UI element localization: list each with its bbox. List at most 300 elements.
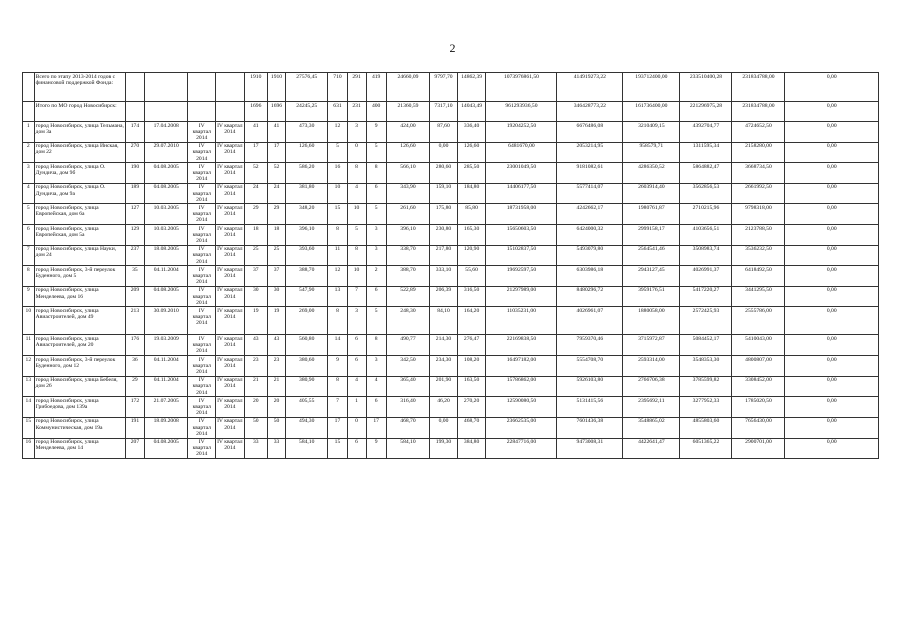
table-cell: 8	[366, 163, 386, 184]
table-row	[23, 122, 879, 143]
table-cell: IV квартал 2014	[188, 245, 216, 266]
table-cell: 237	[125, 245, 144, 266]
table-cell: 7	[23, 245, 35, 266]
table-cell: 15102837,50	[486, 245, 557, 266]
table-cell: 261,60	[386, 204, 429, 225]
table-cell: 4026961,07	[557, 307, 623, 335]
table-cell: 2555786,00	[732, 307, 785, 335]
table-cell: 566,10	[386, 163, 429, 184]
table-cell: IV квартал 2014	[188, 266, 216, 287]
table-cell: 18731958,00	[486, 204, 557, 225]
table-cell: 12	[23, 356, 35, 377]
table-cell: 0,00	[785, 438, 879, 459]
table-cell: 18.08.2005	[144, 245, 187, 266]
table-cell: 0,00	[785, 102, 879, 122]
table-cell: 0,00	[430, 417, 458, 438]
table-cell: 9	[366, 438, 386, 459]
table-cell: 10.03.2005	[144, 204, 187, 225]
table-cell: IV квартал 2014	[188, 335, 216, 356]
table-cell: 18	[267, 225, 285, 246]
table-cell: IV квартал 2014	[216, 356, 245, 377]
table-cell: 316,40	[386, 397, 429, 418]
table-cell: 55,60	[457, 266, 486, 287]
table-cell: 22847716,00	[486, 438, 557, 459]
table-cell: 5084452,17	[680, 335, 732, 356]
table-cell: 6676486,08	[557, 122, 623, 143]
table-cell: 176	[125, 335, 144, 356]
table-cell: 193712400,00	[623, 73, 680, 102]
table-cell: 19.03.2009	[144, 335, 187, 356]
table-cell: 2593314,00	[623, 356, 680, 377]
table-cell: 276,47	[457, 335, 486, 356]
table-cell: 29	[267, 204, 285, 225]
table-cell: 5	[366, 204, 386, 225]
table-cell: 7601436,38	[557, 417, 623, 438]
table-cell: 163,50	[457, 376, 486, 397]
table-cell: 7959370,46	[557, 335, 623, 356]
table-cell: 9797,70	[430, 73, 458, 102]
table-cell: 280,60	[430, 163, 458, 184]
table-cell: 3959176,51	[623, 286, 680, 307]
table-cell: 15786862,00	[486, 376, 557, 397]
table-cell: 3	[366, 356, 386, 377]
table-cell: 04.08.2005	[144, 163, 187, 184]
table-cell: IV квартал 2014	[188, 307, 216, 335]
table-cell: IV квартал 2014	[216, 225, 245, 246]
table-cell: 11	[23, 335, 35, 356]
table-cell: IV квартал 2014	[216, 142, 245, 163]
table-cell: город Новосибирск, улица Бебеля, дом 26	[34, 376, 125, 397]
table-cell: 25	[267, 245, 285, 266]
table-cell: 24	[267, 183, 285, 204]
table-cell: IV квартал 2014	[216, 204, 245, 225]
table-cell: 9	[23, 286, 35, 307]
table-row	[23, 397, 879, 418]
table-cell: 10	[347, 204, 366, 225]
table-cell: 04.08.2005	[144, 438, 187, 459]
table-cell: 1	[23, 122, 35, 143]
table-cell: 3308452,00	[732, 376, 785, 397]
table-cell: 6481670,00	[486, 142, 557, 163]
table-cell: 127	[125, 204, 144, 225]
table-cell: 15	[328, 204, 347, 225]
table-cell: 5493079,80	[557, 245, 623, 266]
table-cell: город Новосибирск, улица Инская, дом 22	[34, 142, 125, 163]
table-cell: 1696	[244, 102, 267, 122]
table-cell: 8480296,72	[557, 286, 623, 307]
table-cell: 33	[244, 438, 267, 459]
table-cell: IV квартал 2014	[188, 376, 216, 397]
table-cell: 16	[328, 163, 347, 184]
table-cell: 5410043,00	[732, 335, 785, 356]
table-cell	[125, 73, 144, 102]
table-cell: 2564541,46	[623, 245, 680, 266]
table-cell: 388,70	[386, 266, 429, 287]
table-cell: город Новосибирск, улица Коммунистическая, дом 19а	[34, 417, 125, 438]
table-cell: 405,55	[286, 397, 328, 418]
table-cell: 164,20	[457, 307, 486, 335]
table-cell: 547,90	[286, 286, 328, 307]
table-cell: 21	[267, 376, 285, 397]
table-cell: 584,10	[386, 438, 429, 459]
table-cell: город Новосибирск, улица Науки, дом 24	[34, 245, 125, 266]
table-cell: 2053214,95	[557, 142, 623, 163]
table-cell: 2766706,38	[623, 376, 680, 397]
table-cell: 25	[244, 245, 267, 266]
table-cell: 04.11.2004	[144, 266, 187, 287]
table-cell: 1696	[267, 102, 285, 122]
table-cell: город Новосибирск, 3-й переулок Буденного, дом 12	[34, 356, 125, 377]
table-cell: 50	[244, 417, 267, 438]
table-cell: город Новосибирск, улица О. Дундича, дом 9а	[34, 183, 125, 204]
table-cell: 21	[244, 376, 267, 397]
table-cell: 291	[347, 73, 366, 102]
table-cell: 19692597,50	[486, 266, 557, 287]
table-cell: IV квартал 2014	[188, 286, 216, 307]
table-cell: 15	[328, 438, 347, 459]
table-row	[23, 438, 879, 459]
table-cell: 4286350,52	[623, 163, 680, 184]
table-cell: 17	[366, 417, 386, 438]
table-cell: 6303986,18	[557, 266, 623, 287]
table-cell: 2900701,00	[732, 438, 785, 459]
table-cell: 165,30	[457, 225, 486, 246]
table-cell: 3	[347, 307, 366, 335]
table-row	[23, 286, 879, 307]
table-cell: 5417220,27	[680, 286, 732, 307]
table-cell: 396,10	[286, 225, 328, 246]
table-cell: 6	[23, 225, 35, 246]
table-cell: 15650603,50	[486, 225, 557, 246]
table-row	[23, 183, 879, 204]
table-cell: 206,39	[430, 286, 458, 307]
table-cell: 0,00	[785, 335, 879, 356]
table-cell: IV квартал 2014	[188, 142, 216, 163]
table-cell: 52	[267, 163, 285, 184]
table-cell: 3548353,30	[680, 356, 732, 377]
table-cell: IV квартал 2014	[216, 163, 245, 184]
table-row	[23, 417, 879, 438]
table-cell: 1	[347, 397, 366, 418]
table-cell: 9473008,31	[557, 438, 623, 459]
table-cell: 4	[366, 376, 386, 397]
table-cell: IV квартал 2014	[188, 183, 216, 204]
table-cell: 20	[267, 397, 285, 418]
table-cell: IV квартал 2014	[216, 438, 245, 459]
table-cell: 4	[23, 183, 35, 204]
table-cell: 13	[23, 376, 35, 397]
table-cell: 18	[244, 225, 267, 246]
table-row	[23, 73, 879, 102]
table-cell: 189	[125, 183, 144, 204]
table-cell: 6418492,50	[732, 266, 785, 287]
table-cell: 16497182,00	[486, 356, 557, 377]
table-cell: 191	[125, 417, 144, 438]
table-cell: 584,10	[286, 438, 328, 459]
table-cell: 207	[125, 438, 144, 459]
table-cell: 159,10	[430, 183, 458, 204]
table-cell: 5	[366, 307, 386, 335]
table-cell: 414919273,22	[557, 73, 623, 102]
table-cell: 201,90	[430, 376, 458, 397]
table-cell: IV квартал 2014	[216, 122, 245, 143]
table-cell: 8	[328, 225, 347, 246]
table-cell: 560,80	[286, 335, 328, 356]
table-cell: 35	[125, 266, 144, 287]
table-cell: 1980761,87	[623, 204, 680, 225]
table-row	[23, 356, 879, 377]
table-cell: 400	[366, 102, 386, 122]
table-cell: 4	[347, 183, 366, 204]
table-cell: 3	[366, 245, 386, 266]
table-cell: IV квартал 2014	[216, 417, 245, 438]
table-cell: 108,20	[457, 356, 486, 377]
table-cell: 0,00	[785, 204, 879, 225]
table-cell: 24	[244, 183, 267, 204]
table-cell: 13	[328, 286, 347, 307]
table-cell: 37	[244, 266, 267, 287]
table-cell: IV квартал 2014	[216, 286, 245, 307]
table-cell: 1910	[267, 73, 285, 102]
table-cell: 419	[366, 73, 386, 102]
table-cell: 12	[328, 266, 347, 287]
table-cell: 14	[328, 335, 347, 356]
table-row	[23, 163, 879, 184]
table-cell: Всего по этапу 2013-2014 годов с финансовой поддержкой Фонда:	[34, 73, 125, 102]
table-cell: 0,00	[785, 73, 879, 102]
table-cell: 120,90	[457, 245, 486, 266]
table-cell: 11035231,00	[486, 307, 557, 335]
table-cell: 84,10	[430, 307, 458, 335]
table-cell: 3536232,50	[732, 245, 785, 266]
table-cell: город Новосибирск, улица Грибоедова, дом 139а	[34, 397, 125, 418]
table-cell: 5131415,56	[557, 397, 623, 418]
table-cell: 8	[366, 335, 386, 356]
table-cell: 30.09.2010	[144, 307, 187, 335]
table-cell: 175,80	[430, 204, 458, 225]
table-cell: 23	[267, 356, 285, 377]
table-cell: 04.08.2005	[144, 183, 187, 204]
table-cell: 2395692,11	[623, 397, 680, 418]
table-cell: 1880058,00	[623, 307, 680, 335]
table-row	[23, 266, 879, 287]
table-cell: 16	[23, 438, 35, 459]
table-cell: IV квартал 2014	[216, 307, 245, 335]
table-cell: 50	[267, 417, 285, 438]
table-cell: 473,30	[286, 122, 328, 143]
table-cell: 33	[267, 438, 285, 459]
table-cell: 29	[125, 376, 144, 397]
table-cell: 3668734,50	[732, 163, 785, 184]
table-cell: 393,60	[286, 245, 328, 266]
table-cell: 3715972,87	[623, 335, 680, 356]
table-cell: 6	[366, 397, 386, 418]
table-cell: город Новосибирск, улица Европейская, дом 6а	[34, 204, 125, 225]
table-cell: 5864882,47	[680, 163, 732, 184]
table-cell: 85,80	[457, 204, 486, 225]
table-cell: 0,00	[785, 122, 879, 143]
table-cell: IV квартал 2014	[188, 204, 216, 225]
table-cell: город Новосибирск, улица Менделеева, дом 16	[34, 286, 125, 307]
table-cell: 424,00	[386, 122, 429, 143]
table-cell: 380,90	[286, 376, 328, 397]
table-cell: 631	[328, 102, 347, 122]
table-cell: 4422641,47	[623, 438, 680, 459]
table-cell: 3277952,33	[680, 397, 732, 418]
table-cell: IV квартал 2014	[216, 397, 245, 418]
table-cell: 346428773,22	[557, 102, 623, 122]
table-cell: 41	[244, 122, 267, 143]
table-cell: 126,60	[286, 142, 328, 163]
table-cell: 6051365,22	[680, 438, 732, 459]
table-cell: 12590080,50	[486, 397, 557, 418]
housing-program-table	[22, 72, 879, 459]
table-cell: 494,30	[286, 417, 328, 438]
table-row	[23, 142, 879, 163]
table-cell: IV квартал 2014	[188, 438, 216, 459]
table-row	[23, 245, 879, 266]
table-cell: город Новосибирск, улица Авиастроителей, дом 20	[34, 335, 125, 356]
table-cell: 29.07.2010	[144, 142, 187, 163]
table-cell: 213	[125, 307, 144, 335]
table-cell: 37	[267, 266, 285, 287]
table-cell: 24245,25	[286, 102, 328, 122]
table-cell: 172	[125, 397, 144, 418]
table-cell: 522,89	[386, 286, 429, 307]
table-cell: 36	[125, 356, 144, 377]
page-number: 2	[449, 41, 456, 55]
table-cell: IV квартал 2014	[188, 417, 216, 438]
table-cell: 30	[267, 286, 285, 307]
table-cell: 4800807,00	[732, 356, 785, 377]
table-row	[23, 204, 879, 225]
table-cell: 18.09.2008	[144, 417, 187, 438]
table-cell: 3785599,82	[680, 376, 732, 397]
table-cell: 43	[244, 335, 267, 356]
table-cell: 23	[244, 356, 267, 377]
table-cell: 2999158,17	[623, 225, 680, 246]
table-cell	[23, 73, 35, 102]
table-cell: город Новосибирск, улица Менделеева, дом 14	[34, 438, 125, 459]
table-cell: 0,00	[785, 307, 879, 335]
table-cell: 4724652,50	[732, 122, 785, 143]
table-cell: 9	[328, 356, 347, 377]
table-cell: 46,20	[430, 397, 458, 418]
table-cell: 5	[23, 204, 35, 225]
table-cell: 23662535,00	[486, 417, 557, 438]
table-cell: 10.03.2005	[144, 225, 187, 246]
table-cell: 0,00	[785, 225, 879, 246]
table-cell: 381,80	[286, 183, 328, 204]
table-cell: 4855803,60	[680, 417, 732, 438]
table-cell	[144, 102, 187, 122]
table-cell: 234,30	[430, 356, 458, 377]
table-cell: 10	[23, 307, 35, 335]
table-cell: 5	[328, 142, 347, 163]
table-cell: 17.04.2008	[144, 122, 187, 143]
table-cell: 14406177,50	[486, 183, 557, 204]
table-cell: 41	[267, 122, 285, 143]
table-cell: город Новосибирск, улица О. Дундича, дом 9б	[34, 163, 125, 184]
table-row	[23, 102, 879, 122]
table-cell: 396,10	[386, 225, 429, 246]
table-cell: 3562856,53	[680, 183, 732, 204]
table-cell: 388,70	[286, 266, 328, 287]
table-cell: 316,50	[457, 286, 486, 307]
table-cell: 958579,71	[623, 142, 680, 163]
table-cell: 3441295,50	[732, 286, 785, 307]
table-cell: 384,80	[457, 438, 486, 459]
table-cell: 5554708,70	[557, 356, 623, 377]
table-cell: 30	[244, 286, 267, 307]
table-cell: 87,60	[430, 122, 458, 143]
table-cell: 14	[23, 397, 35, 418]
table-cell	[23, 102, 35, 122]
table-cell: 0	[347, 142, 366, 163]
table-cell: 2	[366, 266, 386, 287]
table-cell: 1311595,34	[680, 142, 732, 163]
table-cell: 231	[347, 102, 366, 122]
table-cell: 4026991,37	[680, 266, 732, 287]
table-cell: 04.11.2004	[144, 376, 187, 397]
table-cell: 231834788,00	[732, 102, 785, 122]
table-cell: 22169838,50	[486, 335, 557, 356]
table-cell: 04.11.2004	[144, 356, 187, 377]
table-cell: 3548865,02	[623, 417, 680, 438]
table-cell: 5926103,80	[557, 376, 623, 397]
table-cell: 214,30	[430, 335, 458, 356]
table-cell: 3	[23, 163, 35, 184]
table-cell: 52	[244, 163, 267, 184]
table-cell: 209	[125, 286, 144, 307]
table-cell: 17	[267, 142, 285, 163]
table-cell: 270,20	[457, 397, 486, 418]
table-cell: 5	[347, 225, 366, 246]
table-cell: 7656430,00	[732, 417, 785, 438]
table-cell: 217,80	[430, 245, 458, 266]
table-cell: 10	[347, 266, 366, 287]
table-cell: 0,00	[785, 397, 879, 418]
table-cell	[144, 73, 187, 102]
table-cell: 29	[244, 204, 267, 225]
table-cell: 961293936,50	[486, 102, 557, 122]
table-cell: 380,60	[286, 356, 328, 377]
table-cell: 0,00	[785, 417, 879, 438]
table-cell: 365,40	[386, 376, 429, 397]
table-row	[23, 335, 879, 356]
table-cell: 19	[267, 307, 285, 335]
table-cell: 3	[347, 122, 366, 143]
table-cell: 2710215,96	[680, 204, 732, 225]
table-cell: 343,90	[386, 183, 429, 204]
table-cell: 0,00	[785, 376, 879, 397]
table-cell: город Новосибирск, улица Тельмана, дом 3а	[34, 122, 125, 143]
table-cell: 8	[328, 307, 347, 335]
table-cell: 248,30	[386, 307, 429, 335]
table-cell: 4392704,77	[680, 122, 732, 143]
table-cell: 2603914,40	[623, 183, 680, 204]
table-cell: 161736400,00	[623, 102, 680, 122]
table-cell: 7	[328, 397, 347, 418]
table-cell: 14043,49	[457, 102, 486, 122]
table-cell: 0,00	[430, 142, 458, 163]
table-cell: 333,10	[430, 266, 458, 287]
table-cell: 43	[267, 335, 285, 356]
table-row	[23, 225, 879, 246]
table-cell: 184,80	[457, 183, 486, 204]
table-row	[23, 376, 879, 397]
table-cell: 6	[366, 183, 386, 204]
